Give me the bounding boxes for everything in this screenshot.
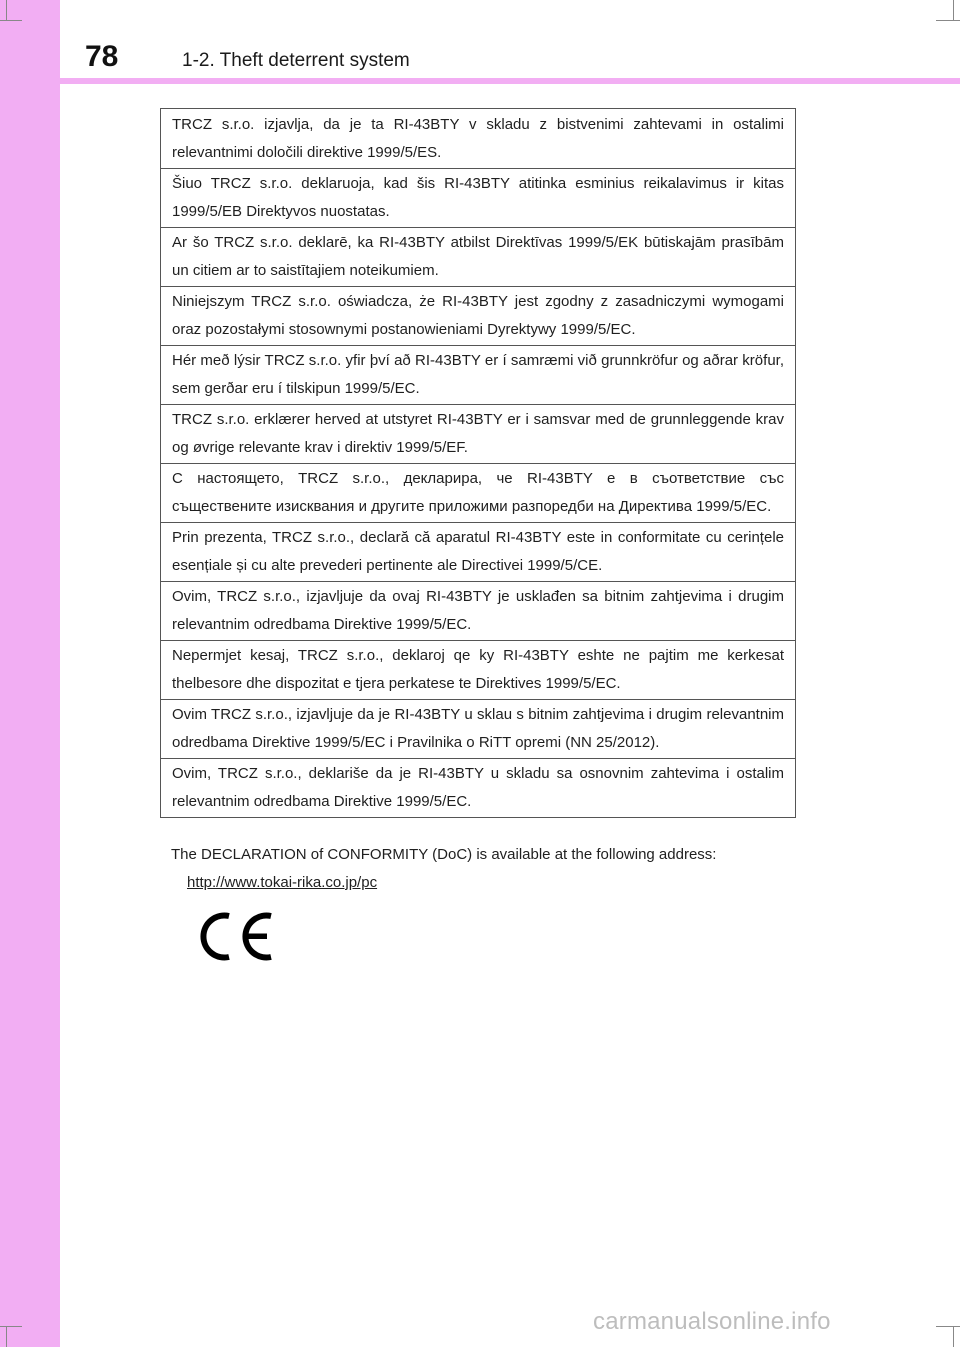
crop-mark	[953, 0, 954, 20]
section-title: 1-2. Theft deterrent system	[182, 50, 410, 71]
declaration-cell-croatian: Ovim TRCZ s.r.o., izjavljuje da je RI-43BTY u sklau s bitnim zahtjevima i drugim relevantnim odredbama Direktive 1999/5/EC i Pravilnika o RiTT opremi (NN 25/2012).	[161, 700, 796, 759]
declaration-cell-bosnian: Ovim, TRCZ s.r.o., izjavljuje da ovaj RI-43BTY je usklađen sa bitnim zahtjevima i drugim relevantnim odredbama Direktive 1999/5/EC.	[161, 582, 796, 641]
declaration-cell-romanian: Prin prezenta, TRCZ s.r.o., declară că aparatul RI-43BTY este in conformitate cu cerințele esențiale și cu alte prevederi pertinente ale Directivei 1999/5/CE.	[161, 523, 796, 582]
page-number: 78	[85, 40, 119, 73]
table-row	[161, 700, 796, 759]
declaration-cell-albanian: Nepermjet kesaj, TRCZ s.r.o., deklaroj qe ky RI-43BTY eshte ne pajtim me kerkesat thelbesore dhe dispozitat e tjera perkatese te Direktives 1999/5/EC.	[161, 641, 796, 700]
table-row	[161, 228, 796, 287]
table-row	[161, 582, 796, 641]
header-rule	[60, 78, 960, 84]
doc-availability-note: The DECLARATION of CONFORMITY (DoC) is available at the following address:	[171, 846, 717, 863]
declaration-cell-lithuanian: Šiuo TRCZ s.r.o. deklaruoja, kad šis RI-43BTY atitinka esminius reikalavimus ir kitas 1999/5/EB Direktyvos nuostatas.	[161, 169, 796, 228]
table-row	[161, 523, 796, 582]
page-sidebar-band	[0, 0, 60, 1347]
declaration-cell-serbian: Ovim, TRCZ s.r.o., deklariše da je RI-43BTY u skladu sa osnovnim zahtevima i ostalim relevantnim odredbama Direktive 1999/5/EC.	[161, 759, 796, 818]
table-row	[161, 109, 796, 169]
table-row	[161, 464, 796, 523]
watermark: carmanualsonline.info	[593, 1308, 831, 1335]
table-row	[161, 641, 796, 700]
table-row	[161, 759, 796, 818]
crop-mark	[6, 1326, 7, 1347]
declaration-cell-bulgarian: С настоящето, TRCZ s.r.o., декларира, че RI-43BTY е в съответствие със съществените изисквания и другите приложими разпоредби на Директива 1999/5/EC.	[161, 464, 796, 523]
crop-mark	[936, 20, 960, 21]
declaration-table	[160, 108, 796, 818]
crop-mark	[0, 20, 22, 21]
declaration-cell-latvian: Ar šo TRCZ s.r.o. deklarē, ka RI-43BTY atbilst Direktīvas 1999/5/EK būtiskajām prasībām un citiem ar to saistītajiem noteikumiem.	[161, 228, 796, 287]
table-row	[161, 169, 796, 228]
declaration-cell-norwegian: TRCZ s.r.o. erklærer herved at utstyret RI-43BTY er i samsvar med de grunnleggende krav og øvrige relevante krav i direktiv 1999/5/EF.	[161, 405, 796, 464]
table-row	[161, 346, 796, 405]
crop-mark	[0, 1326, 22, 1327]
table-row	[161, 405, 796, 464]
declaration-cell-polish: Niniejszym TRCZ s.r.o. oświadcza, że RI-43BTY jest zgodny z zasadniczymi wymogami oraz pozostałymi stosownymi postanowieniami Dyrektywy 1999/5/EC.	[161, 287, 796, 346]
ce-mark-icon	[195, 907, 275, 965]
doc-link[interactable]: http://www.tokai-rika.co.jp/pc	[187, 874, 378, 891]
crop-mark	[936, 1326, 960, 1327]
declaration-cell-icelandic: Hér með lýsir TRCZ s.r.o. yfir því að RI-43BTY er í samræmi við grunnkröfur og aðrar kröfur, sem gerðar eru í tilskipun 1999/5/EC.	[161, 346, 796, 405]
table-row	[161, 287, 796, 346]
declaration-cell-slovenian: TRCZ s.r.o. izjavlja, da je ta RI-43BTY v skladu z bistvenimi zahtevami in ostalimi relevantnimi določili direktive 1999/5/ES.	[161, 109, 796, 169]
crop-mark	[6, 0, 7, 20]
crop-mark	[953, 1326, 954, 1347]
